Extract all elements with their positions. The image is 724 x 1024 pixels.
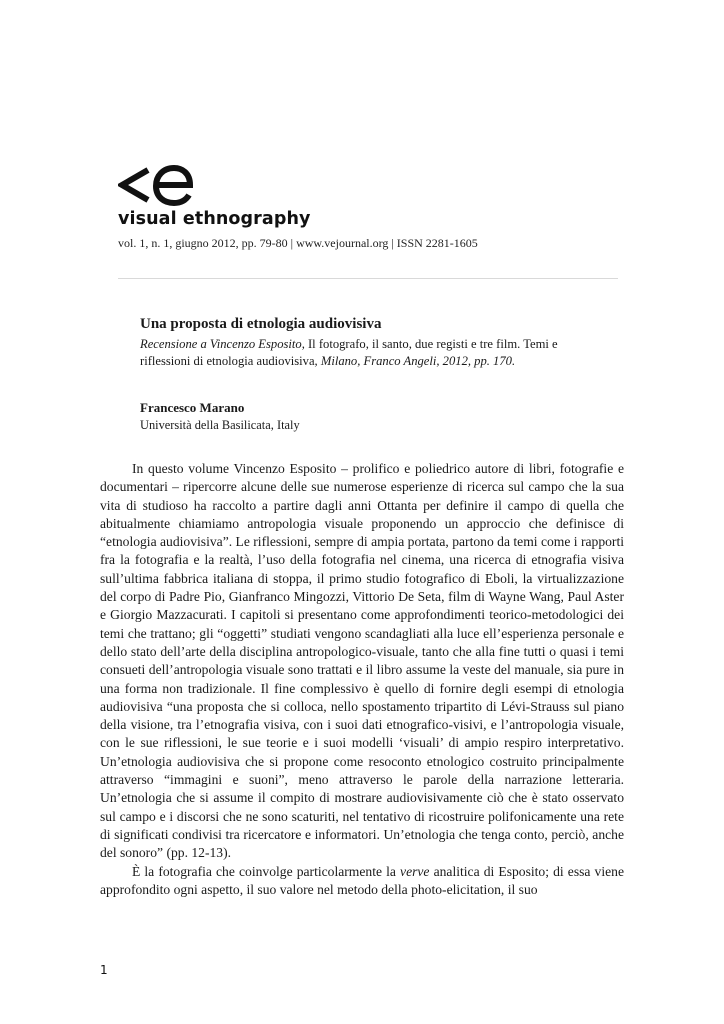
review-reference: [140, 336, 610, 369]
author-affiliation: Università della Basilicata, Italy: [140, 418, 300, 432]
header-divider: [118, 278, 618, 279]
article-title: Una proposta di etnologia audiovisiva: [140, 316, 382, 332]
body-paragraph-2-start: È la fotografia che coinvolge particolarmente la: [132, 863, 401, 879]
body-paragraph-1: In questo volume Vincenzo Esposito – prolifico e poliedrico autore di libri, fotografie e documentari – ripercorre alcune delle sue numerose esperienze di ricerca sul campo che la sua vita di studioso ha raccolto a partire dagli anni Ottanta per definire il campo di quella che abitualmente chiamiamo antropologia visuale proponendo un approccio che definisce di “etnologia audiovisiva”. Le riflessioni, sempre di ampia portata, partono da temi come i rapporti fra la fotografia e la realtà, l’uso della fotografia nel cinema, una ricerca di etnografia visiva sull’ultima fabbrica italiana di stoppa, il primo studio fotografico di Eboli, la virtualizzazione del corpo di Padre Pio, Gianfranco Mingozzi, Vittorio De Seta, film di Wayne Wang, Paul Aster e Giorgio Mazzacurati. I capitoli si presentano come approfondimenti teorico-metodologici dei temi che trattano; gli “oggetti” studiati vengono scandagliati alla luce ell’esperienza personale e dello stato dell’arte della disciplina antropologico-visuale, tanto che alla fine tutti o quasi i temi consueti dell’antropologia visuale sono trattati e il libro assume la veste del manuale, sia pure in una forma non tradizionale. Il fine complessivo è quello di fornire degli esempi di etnologia audiovisiva “una proposta che si colloca, nello spostamento tripartito di Lévi-Strauss sul piano della visione, tra l’etnografia visiva, con i suoi dati etnografico-visivi, e l’antropologia visuale, con le sue riflessioni, le sue teorie e i suoi modelli ‘visuali’ di ampio respiro interpretativo. Un’etnologia audiovisiva che si propone come resoconto etnologico costruito principalmente attraverso “immagini e suoni”, meno attraverso le parole della narrazione letteraria. Un’etnologia che si assume il compito di mostrare audiovisivamente ciò che è stato osservato sul campo e i discorsi che ne sono scaturiti, nel tentativo di ricostruire polifonicamente una rete di significati condivisi tra ricercatore e informatori. Un’etnologia che tenga conto, perciò, anche del sonoro” (pp. 12-13).: [100, 461, 624, 861]
body-paragraph-2: [100, 863, 624, 900]
publisher-info: , Milano, Franco Angeli, 2012, pp. 170.: [314, 353, 516, 368]
journal-name: visual ethnography: [118, 209, 311, 229]
journal-meta: vol. 1, n. 1, giugno 2012, pp. 79-80 | www.vejournal.org | ISSN 2281-1605: [118, 236, 478, 250]
journal-logo: [118, 158, 198, 208]
author-block: [140, 400, 610, 433]
review-prefix: Recensione a Vincenzo Esposito,: [140, 337, 305, 351]
body-paragraph-2-end: analitica di Esposito; di essa viene approfondito ogni aspetto, il suo valore nel metodo della photo-elicitation, il suo: [100, 863, 624, 897]
author-name: Francesco Marano: [140, 400, 245, 415]
article-body: [100, 460, 624, 899]
book-title: Il fotografo, il santo, due registi e tre film. Temi e riflessioni di etnologia audiovisiva: [140, 337, 558, 368]
article-header: [140, 316, 610, 369]
page-number: 1: [100, 963, 108, 977]
body-emphasis: verve: [400, 863, 430, 879]
